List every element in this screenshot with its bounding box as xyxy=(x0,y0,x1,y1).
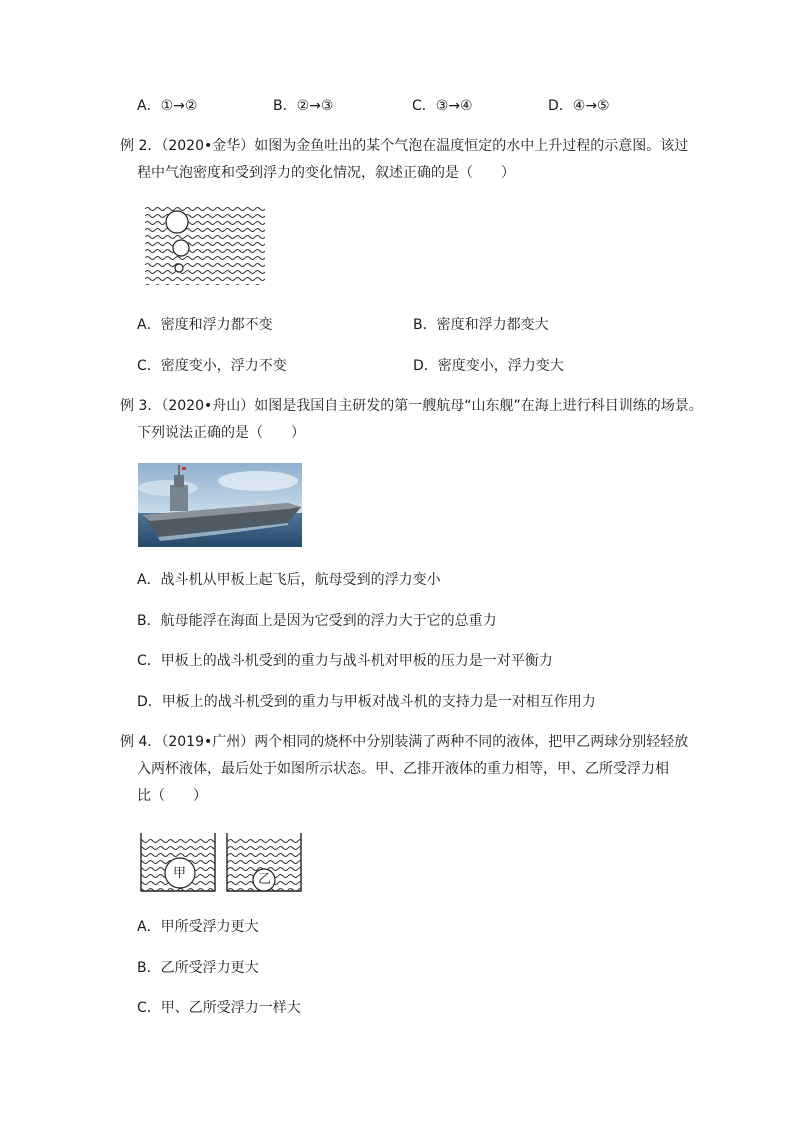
beakers-figure xyxy=(138,830,304,894)
ex4-option-b: B．乙所受浮力更大 xyxy=(137,960,259,976)
ex3-question-line1: 例 3．（2020•舟山）如图是我国自主研发的第一艘航母“山东舰”在海上进行科目训练的场景。 xyxy=(120,398,703,414)
ex4-option-a: A．甲所受浮力更大 xyxy=(137,919,259,935)
ex3-option-b: B．航母能浮在海面上是因为它受到的浮力大于它的总重力 xyxy=(137,613,497,629)
bubble-figure xyxy=(145,205,265,285)
bubble-medium xyxy=(173,240,189,256)
ex2-option-c: C．密度变小，浮力不变 xyxy=(137,358,287,374)
ex4-option-c: C．甲、乙所受浮力一样大 xyxy=(137,1000,301,1016)
option-b: B．②→③ xyxy=(273,98,334,114)
ex2-question-line1: 例 2．（2020•金华）如图为金鱼吐出的某个气泡在温度恒定的水中上升过程的示意图。该过 xyxy=(120,138,689,154)
ball-b-label: 乙 xyxy=(258,872,272,887)
bubble-small xyxy=(175,264,183,272)
ex2-question-line2: 程中气泡密度和受到浮力的变化情况，叙述正确的是（ ） xyxy=(137,165,515,181)
ex3-option-a: A．战斗机从甲板上起飞后，航母受到的浮力变小 xyxy=(137,572,441,588)
option-c: C．③→④ xyxy=(412,98,473,114)
bubble-large xyxy=(166,211,188,233)
ex2-option-b: B．密度和浮力都变大 xyxy=(413,317,549,333)
ex2-option-d: D．密度变小，浮力变大 xyxy=(413,358,564,374)
ex4-question-line3: 比（ ） xyxy=(137,788,207,804)
ex3-option-d: D．甲板上的战斗机受到的重力与甲板对战斗机的支持力是一对相互作用力 xyxy=(137,694,596,710)
ex2-option-a: A．密度和浮力都不变 xyxy=(137,317,273,333)
aircraft-carrier-photo xyxy=(138,463,302,547)
ex3-option-c: C．甲板上的战斗机受到的重力与战斗机对甲板的压力是一对平衡力 xyxy=(137,653,553,669)
water-area xyxy=(145,205,265,285)
carrier-island xyxy=(170,485,188,511)
ex3-question-line2: 下列说法正确的是（ ） xyxy=(137,425,305,441)
ex4-question-line1: 例 4．（2019•广州）两个相同的烧杯中分别装满了两种不同的液体，把甲乙两球分别轻轻放 xyxy=(120,734,689,750)
ball-a-label: 甲 xyxy=(173,866,187,881)
option-d: D．④→⑤ xyxy=(548,98,610,114)
option-a: A．①→② xyxy=(137,98,198,114)
ex4-question-line2: 入两杯液体，最后处于如图所示状态。甲、乙排开液体的重力相等，甲、乙所受浮力相 xyxy=(137,761,669,777)
